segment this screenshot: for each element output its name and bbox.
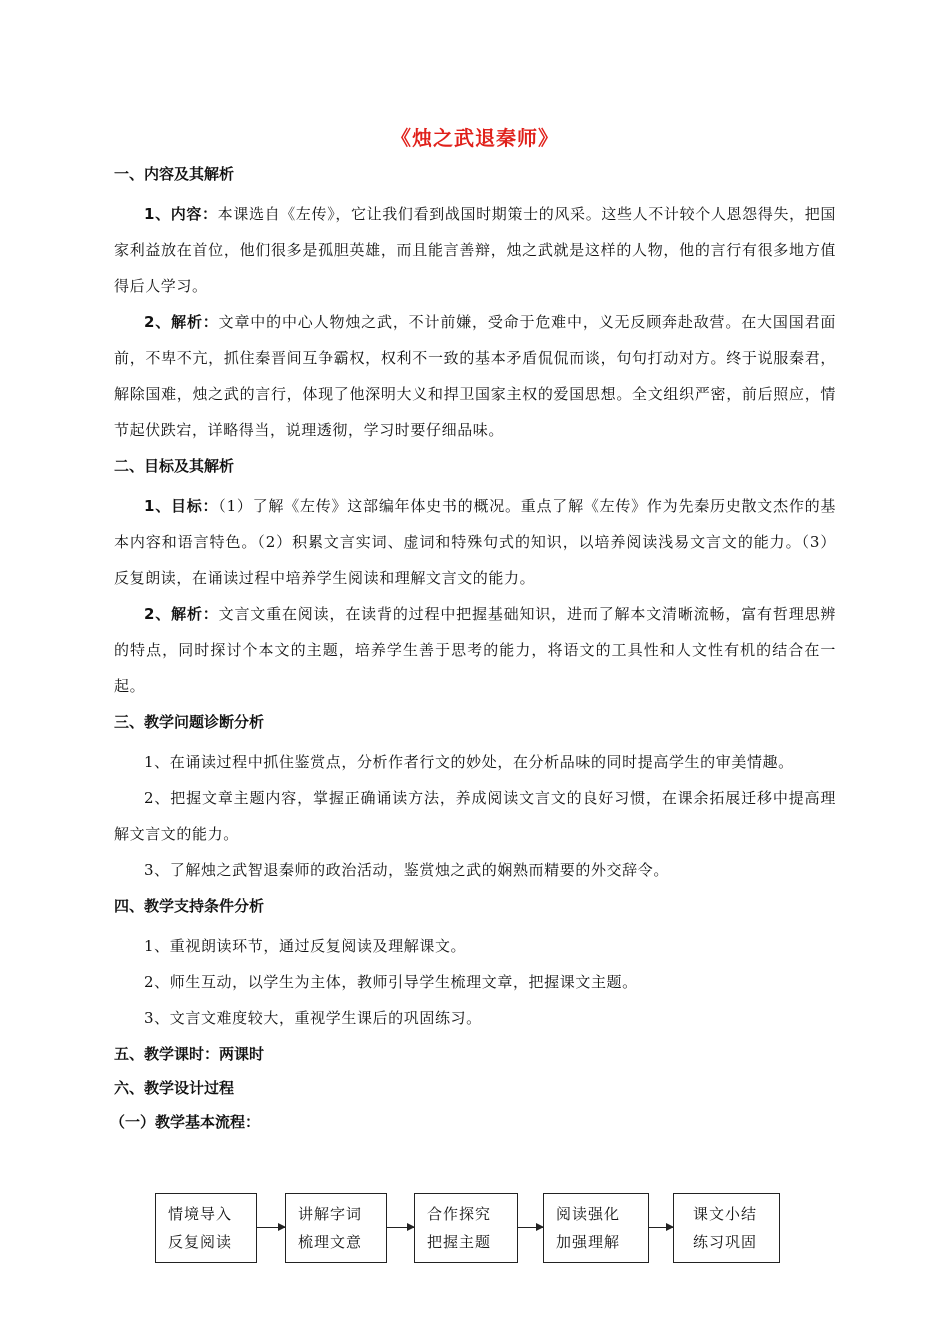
flow-step-2	[285, 1193, 387, 1263]
paragraph-label: 2、解析：	[144, 605, 219, 623]
paragraph-label: 1、内容：	[144, 205, 218, 223]
list-item: 2、师生互动，以学生为主体，教师引导学生梳理文章，把握课文主题。	[144, 973, 638, 991]
paragraph-label: 1、目标：	[144, 497, 219, 515]
section-heading-2: 二、目标及其解析	[114, 457, 235, 475]
paragraph-content	[114, 196, 836, 304]
paragraph-goals	[114, 488, 836, 596]
section-heading-3: 三、教学问题诊断分析	[114, 713, 265, 731]
flow-arrow	[387, 1227, 414, 1228]
section-heading-5: 五、教学课时：两课时	[114, 1045, 265, 1063]
paragraph-text: （1）了解《左传》这部编年体史书的概况。重点了解《左传》作为先秦历史散文杰作的基本内容和语言特色。（2）积累文言实词、虚词和特殊句式的知识，以培养阅读浅易文言文的能力。（3）反复朗读，在诵读过程中培养学生阅读和理解文言文的能力。	[114, 497, 836, 587]
paragraph-text: 本课选自《左传》，它让我们看到战国时期策士的风采。这些人不计较个人恩怨得失，把国家利益放在首位，他们很多是孤胆英雄，而且能言善辩，烛之武就是这样的人物，他的言行有很多地方值得后人学习。	[114, 205, 836, 295]
flow-step-line: 梳理文意	[298, 1233, 363, 1251]
flow-step-line: 把握主题	[427, 1233, 492, 1251]
flow-step-line: 讲解字词	[298, 1205, 363, 1223]
flow-step-4	[543, 1193, 649, 1263]
list-item: 3、文言文难度较大，重视学生课后的巩固练习。	[144, 1009, 482, 1027]
teaching-flowchart	[155, 1193, 785, 1265]
section-heading-1: 一、内容及其解析	[114, 165, 235, 183]
flow-arrow	[518, 1227, 543, 1228]
flow-step-line: 课文小结	[693, 1205, 758, 1223]
paragraph-goals-analysis	[114, 596, 836, 704]
flow-step-3	[414, 1193, 518, 1263]
flow-step-5	[673, 1193, 780, 1263]
flow-step-line: 反复阅读	[168, 1233, 233, 1251]
flow-arrow	[649, 1227, 673, 1228]
flow-step-1	[155, 1193, 257, 1263]
flow-step-line: 加强理解	[556, 1233, 621, 1251]
document-body	[110, 160, 837, 1144]
subsection-heading: （一）教学基本流程：	[110, 1113, 261, 1131]
paragraph-text: 文言文重在阅读，在读背的过程中把握基础知识，进而了解本文清晰流畅，富有哲理思辨的特点，同时探讨个本文的主题，培养学生善于思考的能力，将语文的工具性和人文性有机的结合在一起。	[114, 605, 837, 695]
paragraph-analysis	[114, 304, 836, 448]
document-title: 《烛之武退秦师》	[391, 126, 559, 150]
flow-arrow	[257, 1227, 285, 1228]
flow-step-line: 合作探究	[427, 1205, 492, 1223]
paragraph-text: 文章中的中心人物烛之武，不计前嫌，受命于危难中，义无反顾奔赴敌营。在大国国君面前，不卑不亢，抓住秦晋间互争霸权，权利不一致的基本矛盾侃侃而谈，句句打动对方。终于说服秦君，解除国难，烛之武的言行，体现了他深明大义和捍卫国家主权的爱国思想。全文组织严密，前后照应，情节起伏跌宕，详略得当，说理透彻，学习时要仔细品味。	[114, 313, 837, 439]
section-heading-6: 六、教学设计过程	[114, 1079, 235, 1097]
list-item: 3、了解烛之武智退秦师的政治活动，鉴赏烛之武的娴熟而精要的外交辞令。	[144, 861, 669, 879]
flow-step-line: 练习巩固	[693, 1233, 758, 1251]
flow-step-line: 情境导入	[168, 1205, 233, 1223]
list-item: 1、重视朗读环节，通过反复阅读及理解课文。	[144, 937, 467, 955]
list-item: 1、在诵读过程中抓住鉴赏点，分析作者行文的妙处，在分析品味的同时提高学生的审美情趣。	[144, 753, 794, 771]
flow-step-line: 阅读强化	[556, 1205, 621, 1223]
list-item: 2、把握文章主题内容，掌握正确诵读方法，养成阅读文言文的良好习惯，在课余拓展迁移中提高理解文言文的能力。	[114, 789, 836, 843]
paragraph-label: 2、解析：	[144, 313, 219, 331]
section-heading-4: 四、教学支持条件分析	[114, 897, 265, 915]
